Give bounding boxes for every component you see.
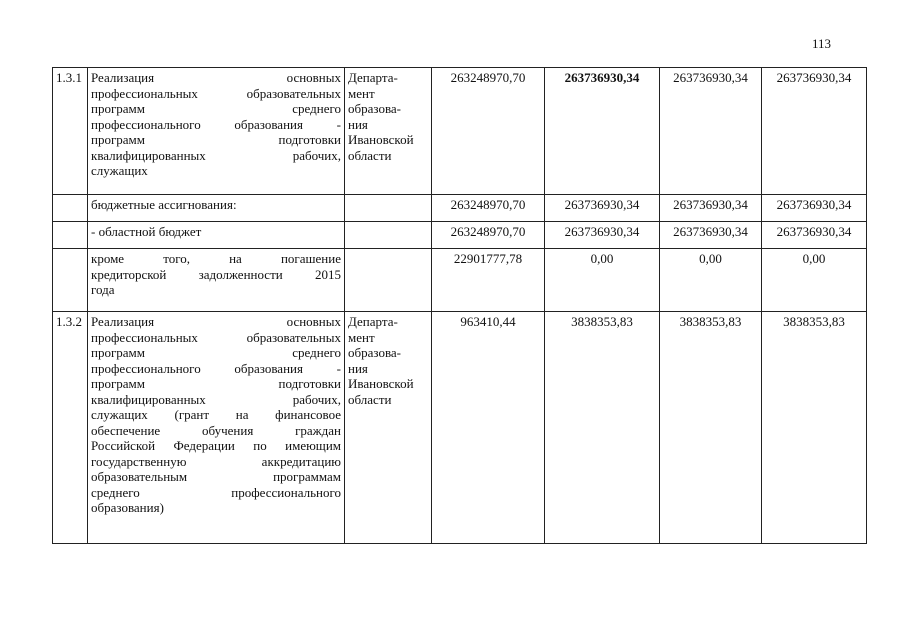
dept-line: Департа- (348, 314, 398, 329)
value-cell: 263248970,70 (432, 68, 545, 195)
value-cell: 263736930,34 (660, 195, 762, 222)
value-cell: 263736930,34 (545, 68, 660, 195)
desc-line: профессионального образования - (91, 116, 341, 132)
value-cell: 963410,44 (432, 312, 545, 544)
dept-line: ния (348, 116, 368, 132)
desc-line: профессиональных образовательных (91, 85, 341, 101)
value-cell: 263736930,34 (762, 195, 867, 222)
desc-line: программ среднего (91, 345, 341, 360)
desc-line: года (91, 282, 115, 297)
dept-line: области (348, 391, 392, 407)
value-cell: 263248970,70 (432, 195, 545, 222)
desc-line: бюджетные ассигнования: (91, 197, 237, 212)
desc-line: образования) (91, 500, 164, 515)
value-cell: 22901777,78 (432, 249, 545, 312)
value-cell: 263736930,34 (762, 222, 867, 249)
budget-table (52, 67, 867, 544)
department-cell (345, 222, 432, 249)
desc-line: кроме того, на погашение (91, 251, 341, 266)
desc-line: среднего профессионального (91, 484, 341, 500)
page-number: 113 (812, 36, 832, 51)
desc-line: - областной бюджет (91, 224, 202, 239)
desc-line: программ подготовки (91, 132, 341, 147)
value-cell: 263736930,34 (660, 68, 762, 195)
desc-line: государственную аккредитацию (91, 453, 341, 469)
table-row (53, 249, 867, 312)
description-cell (88, 249, 345, 312)
desc-line: Российской Федерации по имеющим (91, 438, 341, 453)
department-cell (345, 195, 432, 222)
desc-line: программ среднего (91, 101, 341, 116)
row-number-cell (53, 249, 88, 312)
value-cell: 263736930,34 (762, 68, 867, 195)
desc-line: квалифицированных рабочих, (91, 147, 341, 163)
desc-line: квалифицированных рабочих, (91, 391, 341, 407)
desc-line: Реализация основных (91, 314, 341, 329)
desc-line: образовательным программам (91, 469, 341, 484)
row-number-cell: 1.3.2 (53, 312, 88, 544)
department-cell (345, 249, 432, 312)
desc-line: Реализация основных (91, 70, 341, 85)
desc-line: кредиторской задолженности 2015 (91, 266, 341, 282)
table-row (53, 195, 867, 222)
dept-line: Департа- (348, 70, 398, 85)
dept-line: мент (348, 329, 375, 345)
value-cell: 263736930,34 (660, 222, 762, 249)
description-cell (88, 222, 345, 249)
dept-line: Ивановской (348, 376, 414, 391)
desc-line: программ подготовки (91, 376, 341, 391)
value-cell: 3838353,83 (762, 312, 867, 544)
value-cell: 263736930,34 (545, 222, 660, 249)
table-row (53, 222, 867, 249)
dept-line: образова- (348, 101, 402, 116)
department-cell (345, 68, 432, 195)
value-cell: 0,00 (762, 249, 867, 312)
desc-line: служащих (грант на финансовое (91, 407, 341, 422)
dept-line: ния (348, 360, 368, 376)
value-cell: 0,00 (660, 249, 762, 312)
department-cell (345, 312, 432, 544)
row-number-cell (53, 195, 88, 222)
table-row (53, 312, 867, 544)
value-cell: 0,00 (545, 249, 660, 312)
desc-line: служащих (91, 163, 148, 178)
dept-line: области (348, 147, 392, 163)
desc-line: профессионального образования - (91, 360, 341, 376)
dept-line: мент (348, 85, 375, 101)
description-cell (88, 312, 345, 544)
dept-line: образова- (348, 345, 402, 360)
dept-line: Ивановской (348, 132, 414, 147)
table-row (53, 68, 867, 195)
row-number-cell: 1.3.1 (53, 68, 88, 195)
description-cell (88, 68, 345, 195)
value-cell: 263248970,70 (432, 222, 545, 249)
description-cell (88, 195, 345, 222)
value-cell: 3838353,83 (545, 312, 660, 544)
desc-line: профессиональных образовательных (91, 329, 341, 345)
value-cell: 263736930,34 (545, 195, 660, 222)
value-cell: 3838353,83 (660, 312, 762, 544)
desc-line: обеспечение обучения граждан (91, 422, 341, 438)
row-number-cell (53, 222, 88, 249)
